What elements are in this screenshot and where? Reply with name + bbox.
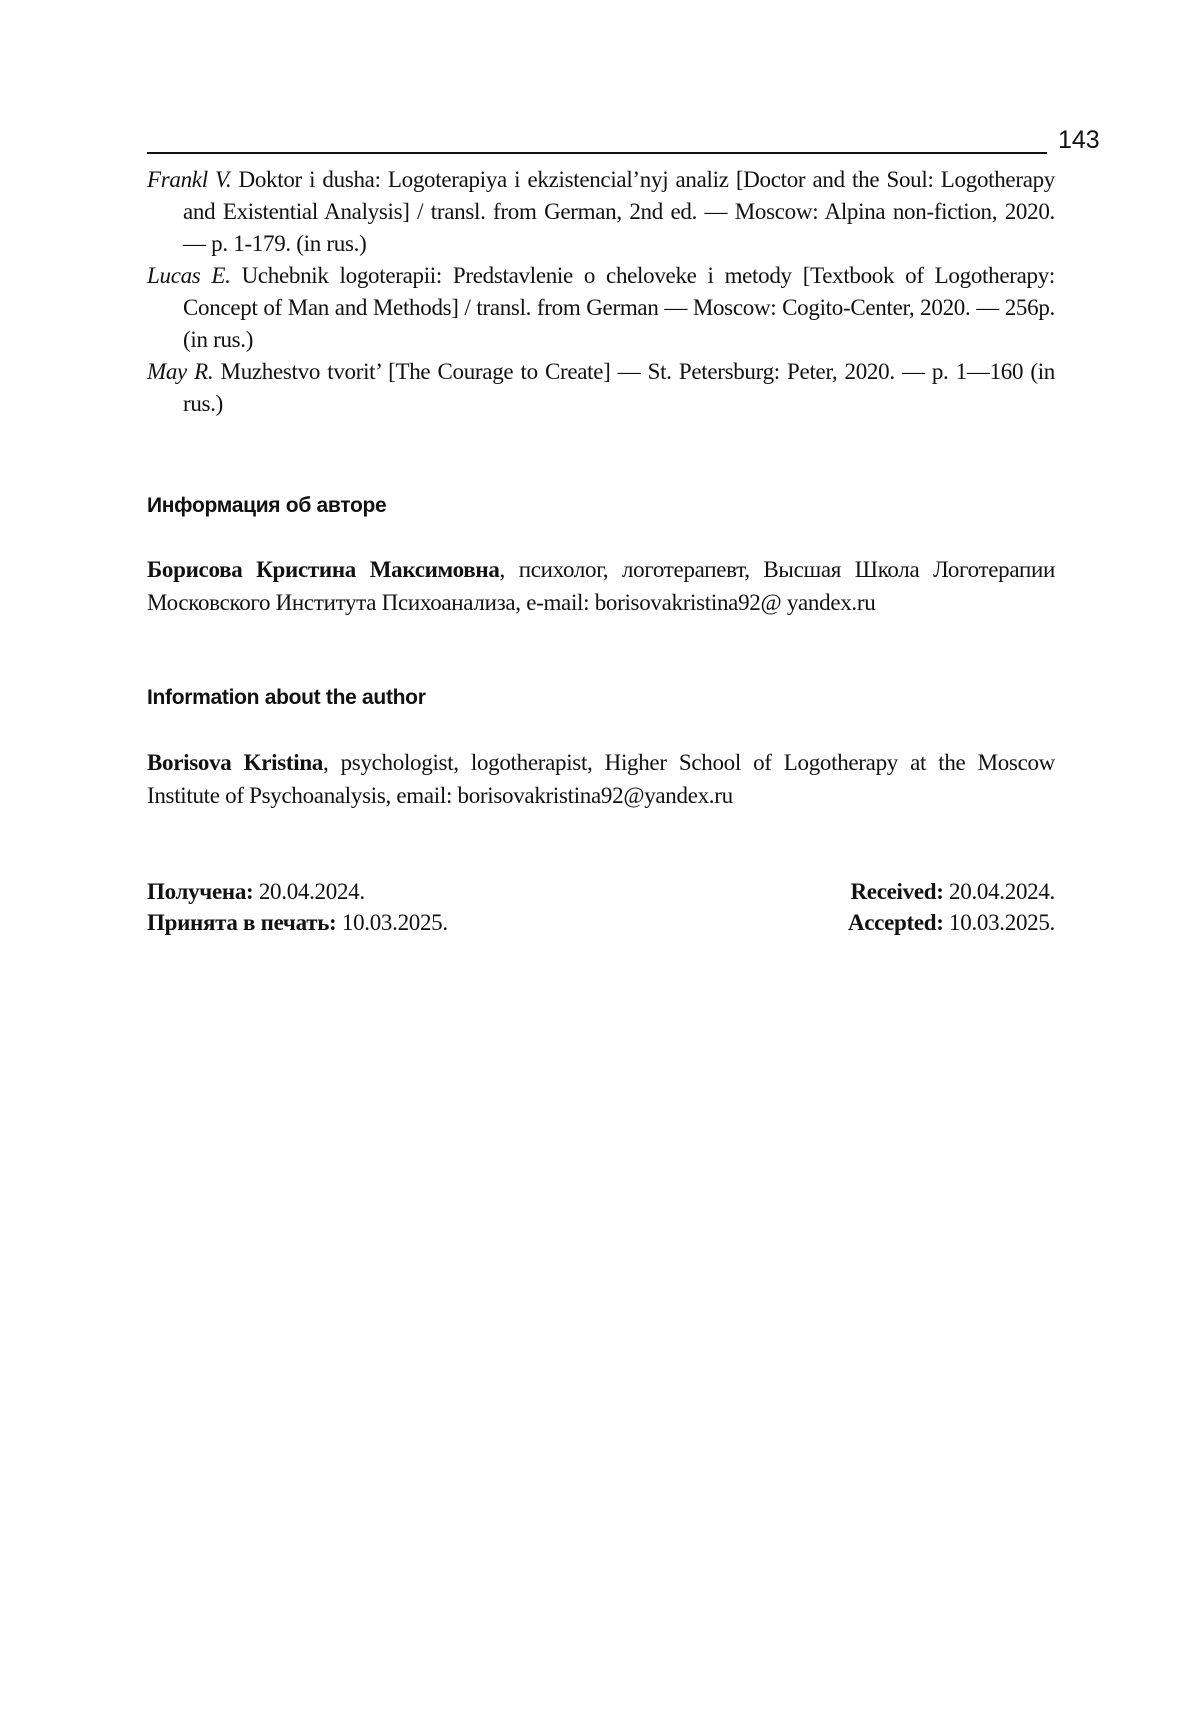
accepted-en-label: Accepted:	[847, 910, 944, 935]
author-info-heading-ru: Информация об авторе	[147, 494, 387, 517]
author-details-ru: , психолог, логотерапевт, Высшая Школа Логотерапии Московского Института Психоанализа, e-mail: borisovakristina92@ yandex.ru	[147, 557, 1056, 615]
accepted-en-date: 10.03.2025.	[943, 910, 1055, 935]
accepted-ru-label: Принята в печать:	[147, 910, 337, 935]
reference-text: Muzhestvo tvorit’ [The Courage to Create] — St. Petersburg: Peter, 2020. — p. 1—160 (in rus.)	[183, 359, 1055, 416]
page-number: 143	[1058, 126, 1100, 154]
reference-list	[147, 164, 1055, 420]
reference-text: Uchebnik logoterapii: Predstavlenie o cheloveke i metody [Textbook of Logotherapy: Concept of Man and Methods] / transl. from German — Moscow: Cogito-Center, 2020. — 256p. (in rus.)	[183, 263, 1055, 352]
received-ru	[147, 876, 365, 907]
reference-author: May R.	[147, 359, 214, 384]
received-en-label: Received:	[850, 879, 944, 904]
reference-author: Frankl V.	[147, 167, 232, 192]
author-info-heading-en: Information about the author	[147, 686, 426, 709]
received-ru-date: 20.04.2024.	[253, 879, 365, 904]
reference-item	[147, 164, 1055, 260]
accepted-en	[848, 907, 1055, 938]
received-en	[851, 876, 1056, 907]
author-name-ru: Борисова Кристина Максимовна	[147, 557, 500, 582]
accepted-ru-date: 10.03.2025.	[336, 910, 448, 935]
reference-item	[147, 260, 1055, 356]
header-rule	[147, 152, 1047, 154]
reference-author: Lucas E.	[147, 263, 231, 288]
author-name-en: Borisova Kristina	[147, 750, 324, 775]
author-info-en	[147, 747, 1055, 812]
accepted-ru	[147, 907, 448, 938]
reference-text: Doktor i dusha: Logoterapiya i ekzistencial’nyj analiz [Doctor and the Soul: Logotherapy and Existential Analysis] / transl. from German, 2nd ed. — Moscow: Alpina non-fiction, 2020. — p. 1-179. (in rus.)	[183, 167, 1056, 256]
author-info-ru	[147, 554, 1055, 619]
reference-item	[147, 356, 1055, 420]
dates-block	[147, 876, 1055, 938]
author-details-en: , psychologist, logotherapist, Higher School of Logotherapy at the Moscow Institute of Psychoanalysis, email: borisovakristina92@yandex.ru	[147, 750, 1055, 808]
received-en-date: 20.04.2024.	[943, 879, 1055, 904]
received-ru-label: Получена:	[147, 879, 254, 904]
